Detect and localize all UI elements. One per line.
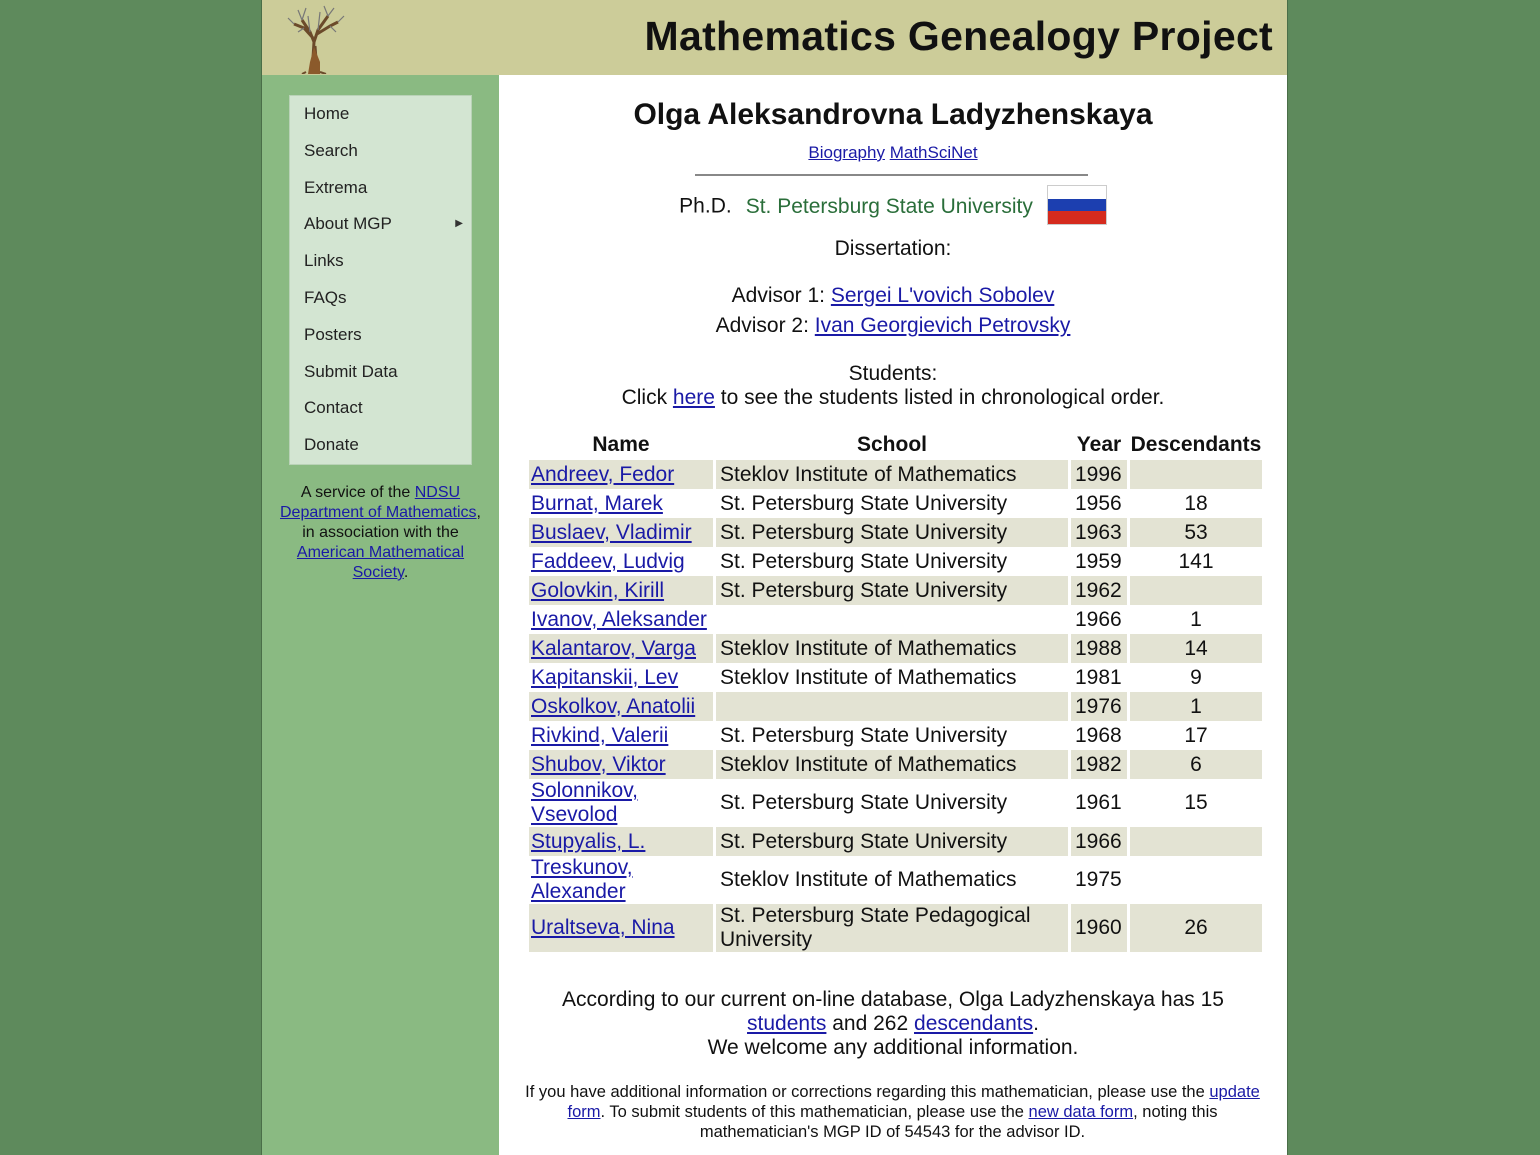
student-school: Steklov Institute of Mathematics xyxy=(720,868,1017,891)
summary-and: and 262 xyxy=(826,1012,915,1035)
header xyxy=(262,0,1287,75)
russia-flag-icon xyxy=(1047,185,1107,225)
student-name-cell xyxy=(529,547,713,576)
table-row xyxy=(529,856,1262,904)
student-year: 1960 xyxy=(1071,904,1127,952)
table-row xyxy=(529,779,1262,827)
footer-part1: If you have additional information or corrections regarding this mathematician, please use the xyxy=(525,1083,1210,1101)
student-link[interactable]: Andreev, Fedor xyxy=(531,462,675,486)
student-year: 1988 xyxy=(1071,634,1127,663)
sidebar-item-label: Home xyxy=(304,104,350,123)
sidebar-item-label: Extrema xyxy=(304,177,368,197)
sidebar-item-search[interactable] xyxy=(290,133,471,170)
student-descendants: 1 xyxy=(1190,607,1202,631)
footer-part3: , noting this mathematician's MGP ID of 54543 for the advisor ID. xyxy=(699,1103,1218,1141)
student-school: St. Petersburg State University xyxy=(720,549,1008,573)
student-link[interactable]: Rivkind, Valerii xyxy=(531,723,669,747)
chron-prefix: Click xyxy=(621,386,673,409)
sidebar-item-label: Posters xyxy=(304,324,362,344)
student-name-cell xyxy=(529,779,713,827)
sidebar-item-links[interactable] xyxy=(290,243,471,280)
students-heading: Students: xyxy=(848,362,938,385)
column-header-descendants[interactable]: Descendants xyxy=(1130,433,1262,456)
student-school: St. Petersburg State University xyxy=(720,791,1008,814)
mathscinet-link[interactable]: MathSciNet xyxy=(889,143,978,162)
student-link[interactable]: Kapitanskii, Lev xyxy=(531,665,679,689)
table-row xyxy=(529,634,1262,663)
service-middle: , in association with the xyxy=(302,504,481,541)
student-descendants: 53 xyxy=(1130,518,1262,547)
student-name-cell xyxy=(529,489,713,518)
tree-logo-icon[interactable] xyxy=(284,2,346,74)
student-year: 1982 xyxy=(1071,750,1127,779)
student-name-cell xyxy=(529,634,713,663)
student-descendants: 14 xyxy=(1130,634,1262,663)
advisor-2-label: Advisor 2: xyxy=(715,314,815,337)
students-table xyxy=(526,430,1265,952)
student-link[interactable]: Uraltseva, Nina xyxy=(531,916,675,939)
summary-period: . xyxy=(1033,1012,1039,1035)
degree-row xyxy=(499,187,1287,227)
student-link[interactable]: Burnat, Marek xyxy=(531,491,663,515)
student-link[interactable]: Treskunov, Alexander xyxy=(531,856,633,903)
sidebar-item-contact[interactable] xyxy=(290,390,471,427)
table-row xyxy=(529,460,1262,489)
student-school: Steklov Institute of Mathematics xyxy=(716,634,1068,663)
student-link[interactable]: Solonnikov, Vsevolod xyxy=(531,779,639,826)
student-name-cell xyxy=(529,692,713,721)
student-descendants: 15 xyxy=(1184,791,1208,814)
external-links xyxy=(499,143,1287,163)
descendants-link[interactable]: descendants xyxy=(914,1012,1034,1035)
sidebar-item-label: Contact xyxy=(304,398,363,418)
table-row xyxy=(529,904,1262,952)
advisor-2-link[interactable]: Ivan Georgievich Petrovsky xyxy=(814,314,1071,337)
summary-line1: According to our current on-line database, Olga Ladyzhenskaya has 15 xyxy=(562,988,1224,1011)
student-descendants: 18 xyxy=(1184,491,1208,515)
advisor-1-label: Advisor 1: xyxy=(731,284,831,307)
student-year: 1975 xyxy=(1075,868,1122,891)
student-school: Steklov Institute of Mathematics xyxy=(716,750,1068,779)
student-descendants xyxy=(1130,856,1262,904)
table-row xyxy=(529,721,1262,750)
student-school xyxy=(716,692,1068,721)
student-descendants: 1 xyxy=(1130,692,1262,721)
table-row xyxy=(529,489,1262,518)
student-link[interactable]: Faddeev, Ludvig xyxy=(531,549,685,573)
student-link[interactable]: Golovkin, Kirill xyxy=(531,578,665,602)
service-suffix: . xyxy=(403,564,409,581)
student-descendants: 6 xyxy=(1130,750,1262,779)
student-year: 1959 xyxy=(1075,549,1122,573)
student-link[interactable]: Stupyalis, L. xyxy=(531,829,646,853)
table-row xyxy=(529,827,1262,856)
student-school: St. Petersburg State University xyxy=(720,491,1008,515)
student-year: 1963 xyxy=(1071,518,1127,547)
student-year: 1956 xyxy=(1075,491,1122,515)
student-year: 1962 xyxy=(1071,576,1127,605)
table-row xyxy=(529,663,1262,692)
advisor-1-link[interactable]: Sergei L'vovich Sobolev xyxy=(830,284,1055,307)
footer-note xyxy=(525,1082,1260,1142)
advisor-2 xyxy=(499,314,1287,338)
divider xyxy=(695,174,1088,176)
student-school xyxy=(716,605,1068,634)
service-note xyxy=(272,483,489,583)
column-header-school[interactable]: School xyxy=(856,433,927,456)
column-header-name[interactable]: Name xyxy=(592,433,650,456)
chron-suffix: to see the students listed in chronological order. xyxy=(714,386,1165,409)
ndsu-link[interactable]: NDSU Department of Mathematics xyxy=(280,484,477,521)
sidebar-item-label: About MGP xyxy=(304,214,392,234)
students-link[interactable]: students xyxy=(747,1012,827,1035)
submenu-arrow-icon: ▶ xyxy=(455,218,463,230)
table-row xyxy=(529,576,1262,605)
sidebar-item-about-mgp[interactable] xyxy=(290,206,471,243)
student-descendants xyxy=(1130,827,1262,856)
dissertation-label: Dissertation: xyxy=(834,237,952,260)
ams-link[interactable]: American Mathematical Society xyxy=(296,544,465,581)
student-school: St. Petersburg State University xyxy=(716,576,1068,605)
student-year: 1966 xyxy=(1075,607,1122,631)
degree: Ph.D. xyxy=(679,194,732,218)
student-school: St. Petersburg State Pedagogical University xyxy=(716,904,1068,952)
degree-university: St. Petersburg State University xyxy=(745,194,1033,218)
new-data-form-link[interactable]: new data form xyxy=(1028,1103,1134,1121)
student-link[interactable]: Shubov, Viktor xyxy=(531,752,666,776)
advisor-1 xyxy=(499,284,1287,308)
main-content xyxy=(499,75,1287,1155)
student-year: 1981 xyxy=(1075,665,1122,689)
student-school: St. Petersburg State University xyxy=(716,518,1068,547)
sidebar xyxy=(262,75,499,1155)
student-school: Steklov Institute of Mathematics xyxy=(720,665,1017,689)
student-name-cell xyxy=(529,750,713,779)
table-row xyxy=(529,547,1262,576)
student-year: 1976 xyxy=(1071,692,1127,721)
student-school: Steklov Institute of Mathematics xyxy=(716,460,1068,489)
student-name-cell xyxy=(529,827,713,856)
update-form-link[interactable]: update form xyxy=(567,1083,1260,1121)
sidebar-item-label: Search xyxy=(304,140,358,160)
table-row xyxy=(529,692,1262,721)
chronological-note xyxy=(499,386,1287,410)
student-name-cell xyxy=(529,721,713,750)
student-link[interactable]: Kalantarov, Varga xyxy=(531,636,696,660)
student-descendants xyxy=(1130,460,1262,489)
page-title: Olga Aleksandrovna Ladyzhenskaya xyxy=(633,98,1153,131)
student-name-cell xyxy=(529,663,713,692)
sidebar-item-posters[interactable] xyxy=(290,317,471,354)
sidebar-item-label: Links xyxy=(304,251,344,271)
table-row xyxy=(529,518,1262,547)
sidebar-menu xyxy=(289,95,472,465)
student-year: 1966 xyxy=(1071,827,1127,856)
sidebar-item-submit-data[interactable] xyxy=(290,354,471,391)
summary-line3: We welcome any additional information. xyxy=(707,1036,1079,1059)
student-descendants: 9 xyxy=(1190,665,1202,689)
table-row xyxy=(529,750,1262,779)
student-school: St. Petersburg State University xyxy=(716,827,1068,856)
sidebar-item-label: Donate xyxy=(304,435,359,455)
student-name-cell xyxy=(529,856,713,904)
sidebar-item-label: Submit Data xyxy=(304,361,398,381)
table-row xyxy=(529,605,1262,634)
student-link[interactable]: Ivanov, Aleksander xyxy=(531,607,707,631)
student-descendants: 26 xyxy=(1130,904,1262,952)
table-header-row xyxy=(529,430,1262,460)
student-name-cell xyxy=(529,518,713,547)
service-prefix: A service of the xyxy=(300,484,415,501)
student-link[interactable]: Oskolkov, Anatolii xyxy=(531,694,696,718)
student-link[interactable]: Buslaev, Vladimir xyxy=(531,520,692,544)
sidebar-item-donate[interactable] xyxy=(290,427,471,464)
student-year: 1968 xyxy=(1075,723,1122,747)
student-name-cell xyxy=(529,460,713,489)
chronological-link[interactable]: here xyxy=(672,386,715,409)
biography-link[interactable]: Biography xyxy=(808,143,885,162)
student-year: 1961 xyxy=(1075,791,1122,814)
page xyxy=(261,0,1288,1155)
site-title: Mathematics Genealogy Project xyxy=(644,13,1273,59)
summary xyxy=(499,988,1287,1060)
student-descendants xyxy=(1130,576,1262,605)
sidebar-item-extrema[interactable] xyxy=(290,170,471,207)
sidebar-item-label: FAQs xyxy=(304,287,347,307)
sidebar-item-faqs[interactable] xyxy=(290,280,471,317)
student-name-cell xyxy=(529,904,713,952)
sidebar-item-home[interactable] xyxy=(290,96,471,133)
footer-part2: . To submit students of this mathematician, please use the xyxy=(600,1103,1029,1121)
student-school: St. Petersburg State University xyxy=(720,723,1008,747)
student-year: 1996 xyxy=(1071,460,1127,489)
column-header-year[interactable]: Year xyxy=(1076,433,1122,456)
student-descendants: 17 xyxy=(1184,723,1208,747)
student-name-cell xyxy=(529,605,713,634)
student-descendants: 141 xyxy=(1178,549,1214,573)
student-name-cell xyxy=(529,576,713,605)
